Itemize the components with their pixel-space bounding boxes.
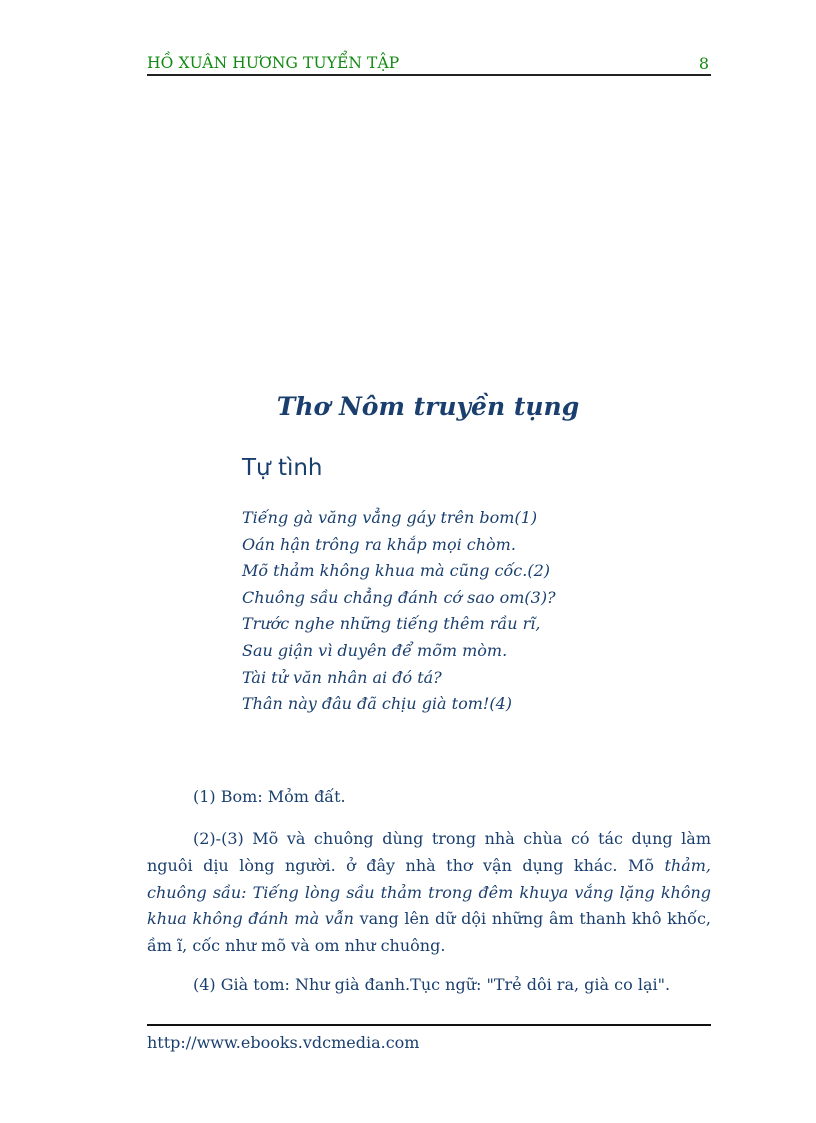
footer-link[interactable]: http://www.ebooks.vdcmedia.com — [147, 1033, 420, 1052]
footnote-1: (1) Bom: Mỏm đất. — [193, 787, 346, 806]
poem-line: Mõ thảm không khua mà cũng cốc.(2) — [242, 561, 550, 581]
footnote-2-text-start: (2)-(3) Mõ và chuông dùng trong nhà chùa có tác dụng làm nguôi dịu lòng người. ở đây nhà thơ vận dụng khác. Mõ — [147, 829, 711, 875]
footnote-2-italic: thảm, chuông sầu: Tiếng lòng sầu thảm trong đêm khuya vắng lặng không khua không đánh mà vẫn — [147, 855, 711, 929]
page-header — [147, 52, 711, 76]
section-title: Thơ Nôm truyền tụng — [276, 392, 580, 421]
poem-line: Tài tử văn nhân ai đó tá? — [242, 667, 442, 687]
footnote-3: (4) Già tom: Như già đanh.Tục ngữ: "Trẻ dôi ra, già co lại". — [193, 974, 671, 994]
page-number: 8 — [698, 54, 709, 73]
poem-body — [242, 508, 556, 721]
poem-line: Chuông sầu chẳng đánh cớ sao om(3)? — [242, 587, 556, 607]
poem-line: Trước nghe những tiếng thêm rầu rĩ, — [242, 614, 541, 634]
poem-line: Sau giận vì duyên để mõm mòm. — [242, 640, 508, 660]
poem-line: Tiếng gà văng vẳng gáy trên bom(1) — [242, 508, 538, 527]
header-title: HỒ XUÂN HƯƠNG TUYỂN TẬP — [147, 54, 400, 72]
footnotes — [147, 786, 711, 1014]
poem-title: Tự tình — [242, 455, 323, 481]
footnote-2-text-end: vang lên dữ dội những âm thanh khô khốc, ầm ĩ, cốc như mõ và om như chuông. — [147, 909, 711, 956]
poem-line: Oán hận trông ra khắp mọi chòm. — [242, 534, 516, 554]
footnote-2 — [147, 826, 711, 960]
poem-line: Thân này đâu đã chịu già tom!(4) — [242, 694, 512, 714]
footer-divider — [147, 1024, 711, 1026]
